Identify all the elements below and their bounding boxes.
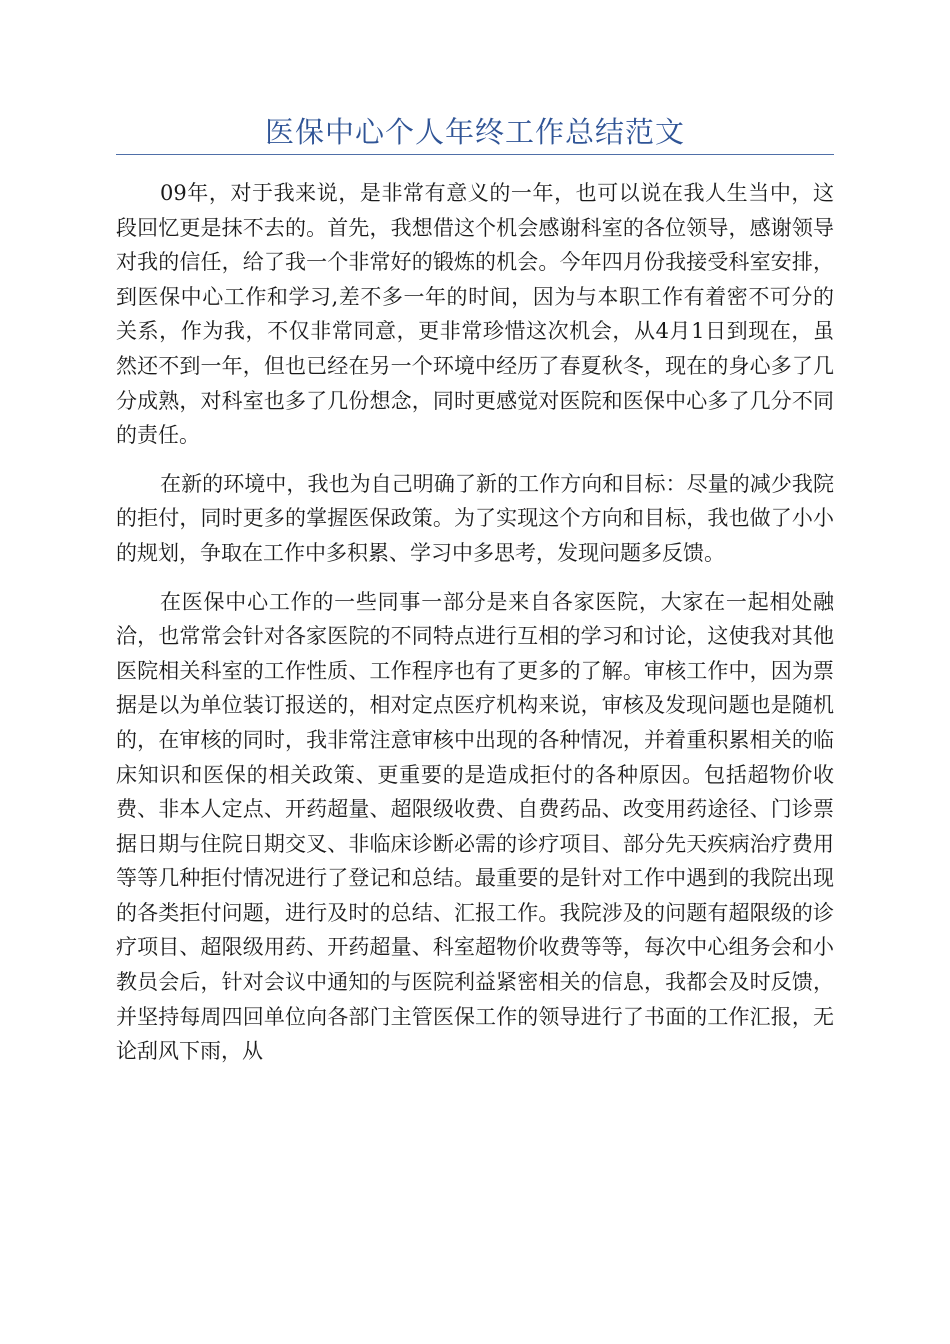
- paragraph-1: 09年，对于我来说，是非常有意义的一年，也可以说在我人生当中，这段回忆更是抹不去的。首先，我想借这个机会感谢科室的各位领导，感谢领导对我的信任，给了我一个非常好的锻炼的机会。今年四月份我接受科室安排，到医保中心工作和学习,差不多一年的时间，因为与本职工作有着密不可分的关系，作为我，不仅非常同意，更非常珍惜这次机会，从4月1日到现在，虽然还不到一年，但也已经在另一个环境中经历了春夏秋冬，现在的身心多了几分成熟，对科室也多了几份想念，同时更感觉对医院和医保中心多了几分不同的责任。: [116, 181, 834, 448]
- document-title: 医保中心个人年终工作总结范文: [264, 115, 685, 149]
- document-body: [116, 176, 834, 1083]
- paragraph-2: 在新的环境中，我也为自己明确了新的工作方向和目标：尽量的减少我院的拒付，同时更多的掌握医保政策。为了实现这个方向和目标，我也做了小小的规划，争取在工作中多积累、学习中多思考，发现问题多反馈。: [116, 471, 834, 565]
- title-underline: [116, 154, 834, 155]
- paragraph-3: 在医保中心工作的一些同事一部分是来自各家医院，大家在一起相处融洽，也常常会针对各家医院的不同特点进行互相的学习和讨论，这使我对其他医院相关科室的工作性质、工作程序也有了更多的了解。审核工作中，因为票据是以为单位装订报送的，相对定点医疗机构来说，审核及发现问题也是随机的，在审核的同时，我非常注意审核中出现的各种情况，并着重积累相关的临床知识和医保的相关政策、更重要的是造成拒付的各种原因。包括超物价收费、非本人定点、开药超量、超限级收费、自费药品、改变用药途径、门诊票据日期与住院日期交叉、非临床诊断必需的诊疗项目、部分先天疾病治疗费用等等几种拒付情况进行了登记和总结。最重要的是针对工作中遇到的我院出现的各类拒付问题，进行及时的总结、汇报工作。我院涉及的问题有超限级的诊疗项目、超限级用药、开药超量、科室超物价收费等等，每次中心组务会和小教员会后，针对会议中通知的与医院利益紧密相关的信息，我都会及时反馈，并坚持每周四回单位向各部门主管医保工作的领导进行了书面的工作汇报，无论刮风下雨，从: [116, 589, 834, 1064]
